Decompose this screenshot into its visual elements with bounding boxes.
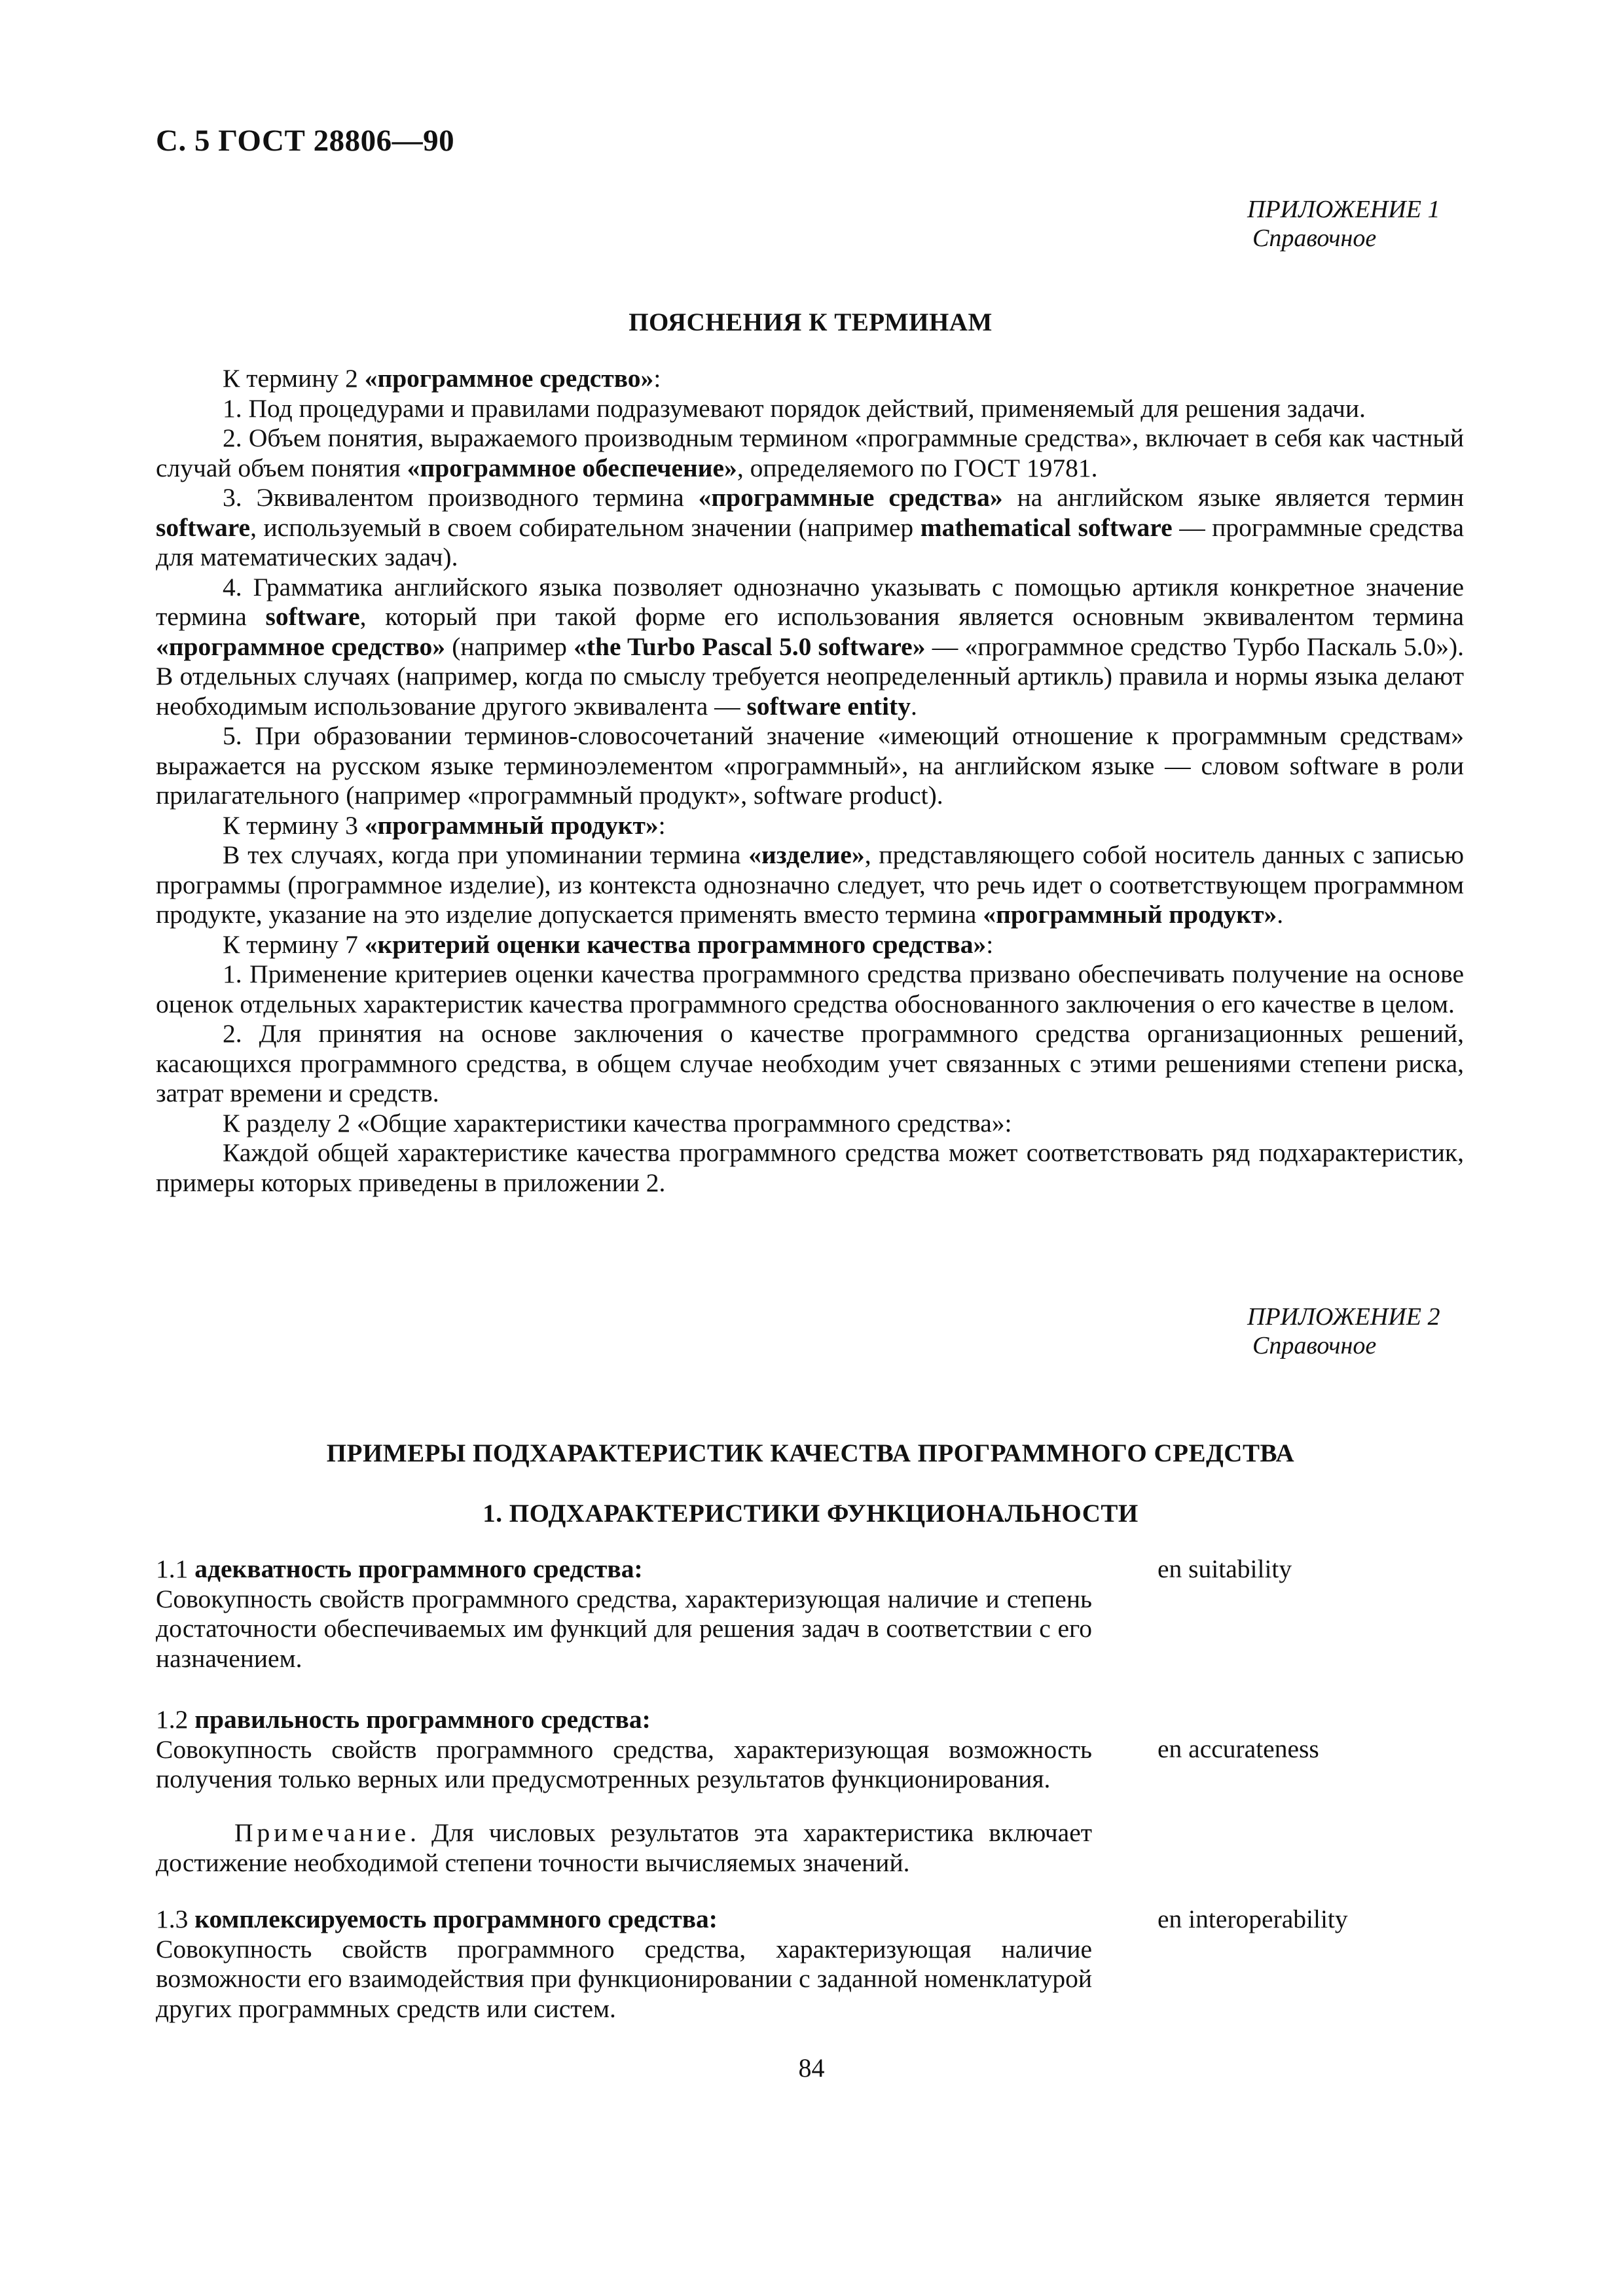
- paragraph: В тех случаях, когда при упоминании термина «изделие», представляющего собой носитель данных с записью программы (программное изделие), из контекста однозначно следует, что речь идет о соответствующем программном продукте, указание на это изделие допускается применять вместо термина «программный продукт».: [156, 840, 1464, 929]
- term-english-equivalent: en interoperability: [1158, 1905, 1348, 1933]
- term-definition: Совокупность свойств программного средства, характеризующая возможность получения только верных или предусмотренных результатов функционирования.: [156, 1734, 1092, 1793]
- paragraph: К термину 2 «программное средство»:: [223, 364, 661, 393]
- term-title: 1.1 адекватность программного средства:: [156, 1554, 643, 1583]
- term-title: 1.2 правильность программного средства:: [156, 1705, 651, 1734]
- term-definition: Совокупность свойств программного средства, характеризующая наличие и степень достаточности обеспечиваемых им функций для решения задач в соответствии с его назначением.: [156, 1584, 1092, 1673]
- term-entry: [156, 1905, 1092, 2024]
- section-1-body: [156, 364, 1464, 1198]
- note-label: Примечание: [234, 1818, 410, 1847]
- appendix-2-label: [1247, 1302, 1463, 1360]
- page-header: С. 5 ГОСТ 28806—90: [156, 124, 455, 158]
- subsection-1-title: 1. ПОДХАРАКТЕРИСТИКИ ФУНКЦИОНАЛЬНОСТИ: [483, 1499, 1139, 1528]
- paragraph: 4. Грамматика английского языка позволяет однозначно указывать с помощью артикля конкретное значение термина software, который при такой форме его использования является основным эквивалентом термина «программное средство» (например «the Turbo Pascal 5.0 software» — «программное средство Турбо Паскаль 5.0»). В отдельных случаях (например, когда по смыслу требуется неопределенный артикль) правила и нормы языка делают необходимым использование другого эквивалента — software entity.: [156, 572, 1465, 721]
- appendix-2-title: ПРИЛОЖЕНИЕ 2: [1247, 1303, 1440, 1331]
- appendix-1-subtitle: Справочное: [1252, 224, 1377, 252]
- paragraph: 2. Объем понятия, выражаемого производным термином «программные средства», включает в себя как частный случай объем понятия «программное обеспечение», определяемого по ГОСТ 19781.: [156, 423, 1464, 482]
- paragraph: К разделу 2 «Общие характеристики качества программного средства»:: [223, 1108, 1012, 1138]
- appendix-1-label: [1247, 195, 1463, 253]
- term-entry: [156, 1705, 1092, 1795]
- paragraph: 1. Под процедурами и правилами подразумевают порядок действий, применяемый для решения задачи.: [223, 393, 1366, 423]
- note-text: . Для числовых результатов эта характеристика включает достижение необходимой степени точности вычисляемых значений.: [156, 1818, 1092, 1877]
- paragraph: 5. При образовании терминов-словосочетаний значение «имеющий отношение к программным средствам» выражается на русском языке терминоэлементом «программный», на английском языке — словом software в роли прилагательного (например «программный продукт», software product).: [156, 721, 1464, 810]
- paragraph: Каждой общей характеристике качества программного средства может соответствовать ряд подхарактеристик, примеры которых приведены в приложении 2.: [156, 1138, 1464, 1197]
- term-english-equivalent: en accurateness: [1158, 1734, 1319, 1763]
- appendix-1-title: ПРИЛОЖЕНИЕ 1: [1247, 196, 1440, 223]
- paragraph: 3. Эквивалентом производного термина «программные средства» на английском языке является термин software, используемый в своем собирательном значении (например mathematical software — программные средства для математических задач).: [156, 483, 1465, 571]
- section-1-title: ПОЯСНЕНИЯ К ТЕРМИНАМ: [629, 308, 993, 336]
- term-entry: [156, 1554, 1092, 1674]
- paragraph: К термину 3 «программный продукт»:: [223, 810, 666, 840]
- section-2-title: ПРИМЕРЫ ПОДХАРАКТЕРИСТИК КАЧЕСТВА ПРОГРАММНОГО СРЕДСТВА: [326, 1439, 1295, 1467]
- term-definition: Совокупность свойств программного средства, характеризующая наличие возможности его взаимодействия при функционировании с заданной номенклатурой других программных средств или систем.: [156, 1934, 1092, 2023]
- paragraph: 2. Для принятия на основе заключения о качестве программного средства организационных решений, касающихся программного средства, в общем случае необходим учет связанных с этими решениями степени риска, затрат времени и средств.: [156, 1019, 1464, 1107]
- page-number: 84: [798, 2053, 825, 2083]
- term-note: [156, 1818, 1092, 1878]
- paragraph: К термину 7 «критерий оценки качества программного средства»:: [223, 929, 994, 959]
- term-title: 1.3 комплексируемость программного средства:: [156, 1905, 718, 1933]
- term-english-equivalent: en suitability: [1158, 1554, 1292, 1583]
- paragraph: 1. Применение критериев оценки качества программного средства призвано обеспечивать получение на основе оценок отдельных характеристик качества программного средства обоснованного заключения о его качестве в целом.: [156, 960, 1464, 1018]
- appendix-2-subtitle: Справочное: [1252, 1332, 1377, 1359]
